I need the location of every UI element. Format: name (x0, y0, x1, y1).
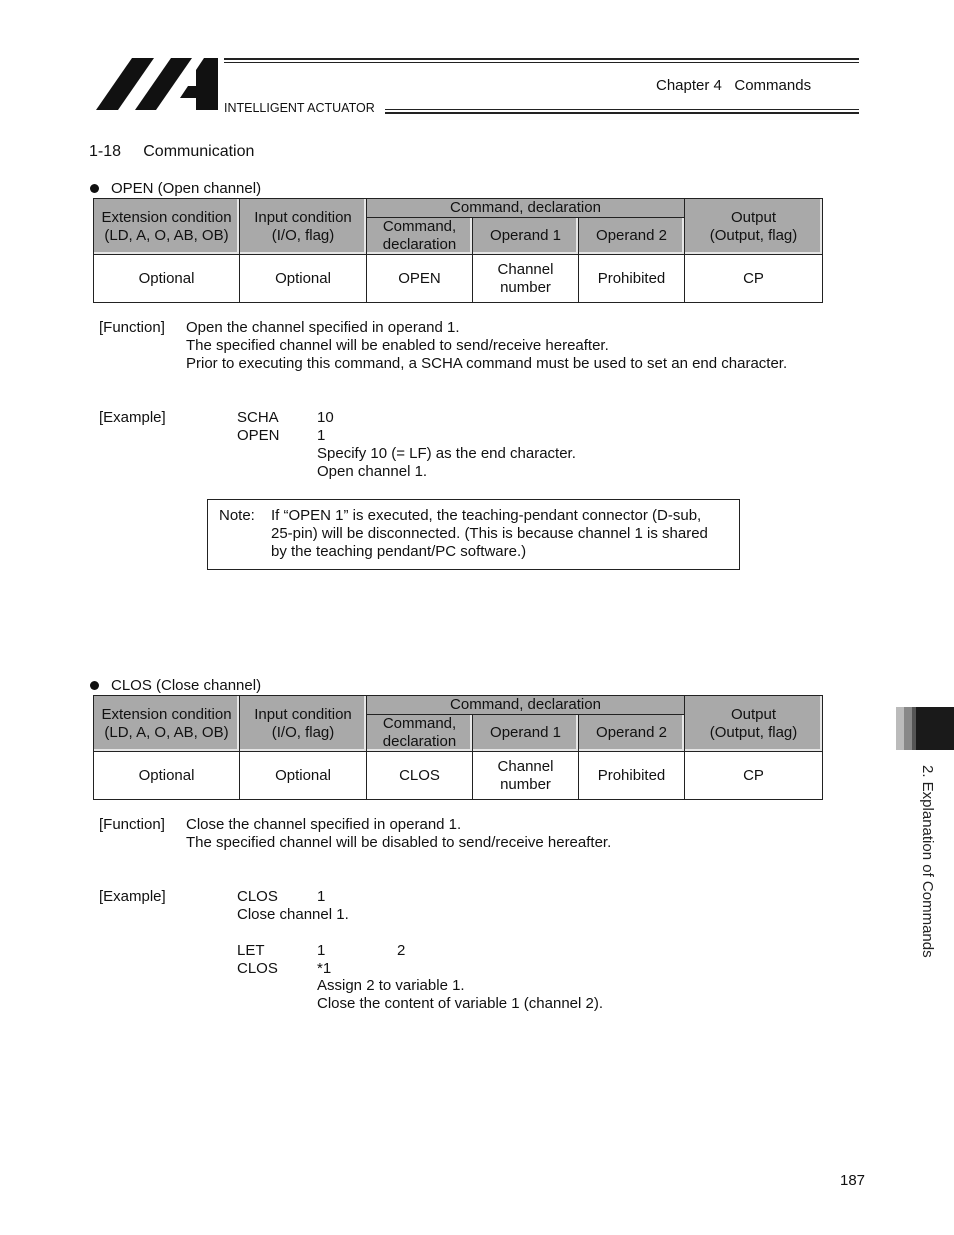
note-line: If “OPEN 1” is executed, the teaching-pendant connector (D-sub, (271, 507, 702, 524)
example-operand: *1 (317, 960, 332, 977)
open-heading: OPEN (Open channel) (111, 180, 262, 197)
header-rule-bottom (385, 109, 859, 110)
col-input-condition: Input condition (I/O, flag) (240, 696, 367, 752)
cell-extension: Optional (94, 752, 240, 800)
cell-operand2: Prohibited (579, 752, 685, 800)
open-command-table (93, 198, 823, 303)
col-command: Command, declaration (367, 218, 473, 255)
clos-heading: CLOS (Close channel) (111, 677, 262, 694)
example-operand: 1 (317, 888, 326, 905)
cell-output: CP (685, 752, 823, 800)
cell-operand2: Prohibited (579, 255, 685, 303)
cell-command: OPEN (367, 255, 473, 303)
open-function-line: Open the channel specified in operand 1. (186, 319, 460, 336)
bullet-icon (90, 681, 99, 690)
header-rule-bottom2 (385, 112, 859, 114)
example-comment: Open channel 1. (317, 463, 428, 480)
col-command: Command, declaration (367, 715, 473, 752)
side-tab-label: 2. Explanation of Commands (919, 765, 936, 958)
open-function-line: The specified channel will be enabled to send/receive hereafter. (186, 337, 609, 354)
example-operand: 1 (317, 942, 326, 959)
example-operand: 10 (317, 409, 334, 426)
col-command-group: Command, declaration (367, 199, 685, 218)
header-rule-top (224, 58, 859, 60)
bullet-icon (90, 184, 99, 193)
cell-extension: Optional (94, 255, 240, 303)
side-tab-marker (896, 707, 954, 750)
example-operand: 1 (317, 427, 326, 444)
cell-operand1: Channel number (473, 255, 579, 303)
cell-output: CP (685, 255, 823, 303)
note-label: Note: (219, 507, 255, 524)
col-operand2: Operand 2 (579, 715, 685, 752)
col-input-condition: Input condition (I/O, flag) (240, 199, 367, 255)
col-command-group: Command, declaration (367, 696, 685, 715)
example-command: CLOS (237, 960, 278, 977)
col-operand2: Operand 2 (579, 218, 685, 255)
note-line: by the teaching pendant/PC software.) (271, 543, 527, 560)
cell-command: CLOS (367, 752, 473, 800)
example-comment: Specify 10 (= LF) as the end character. (317, 445, 576, 462)
open-example-label: [Example] (99, 409, 166, 426)
col-extension-condition: Extension condition (LD, A, O, AB, OB) (94, 696, 240, 752)
example-comment: Close the content of variable 1 (channel 2). (317, 995, 604, 1012)
example-command: SCHA (237, 409, 279, 426)
chapter-title: Chapter 4 Commands (656, 77, 812, 94)
example-command: OPEN (237, 427, 280, 444)
example-comment: Close channel 1. (237, 906, 349, 923)
section-title: 1-18 Communication (89, 143, 255, 160)
col-output: Output (Output, flag) (685, 696, 823, 752)
col-operand1: Operand 1 (473, 715, 579, 752)
open-function-label: [Function] (99, 319, 165, 336)
cell-operand1: Channel number (473, 752, 579, 800)
clos-command-table (93, 695, 823, 800)
brand-name: INTELLIGENT ACTUATOR (224, 101, 375, 115)
iai-logo (96, 58, 220, 112)
example-command: CLOS (237, 888, 278, 905)
clos-example-label: [Example] (99, 888, 166, 905)
cell-input: Optional (240, 752, 367, 800)
open-function-line: Prior to executing this command, a SCHA command must be used to set an end character. (186, 355, 788, 372)
col-output: Output (Output, flag) (685, 199, 823, 255)
header-rule-top2 (224, 62, 859, 63)
example-command: LET (237, 942, 265, 959)
clos-function-label: [Function] (99, 816, 165, 833)
example-operand2: 2 (397, 942, 406, 959)
clos-function-line: The specified channel will be disabled to send/receive hereafter. (186, 834, 612, 851)
note-line: 25-pin) will be disconnected. (This is because channel 1 is shared (271, 525, 708, 542)
example-comment: Assign 2 to variable 1. (317, 977, 465, 994)
clos-function-line: Close the channel specified in operand 1. (186, 816, 462, 833)
cell-input: Optional (240, 255, 367, 303)
page-number: 187 (840, 1172, 866, 1189)
col-operand1: Operand 1 (473, 218, 579, 255)
col-extension-condition: Extension condition (LD, A, O, AB, OB) (94, 199, 240, 255)
